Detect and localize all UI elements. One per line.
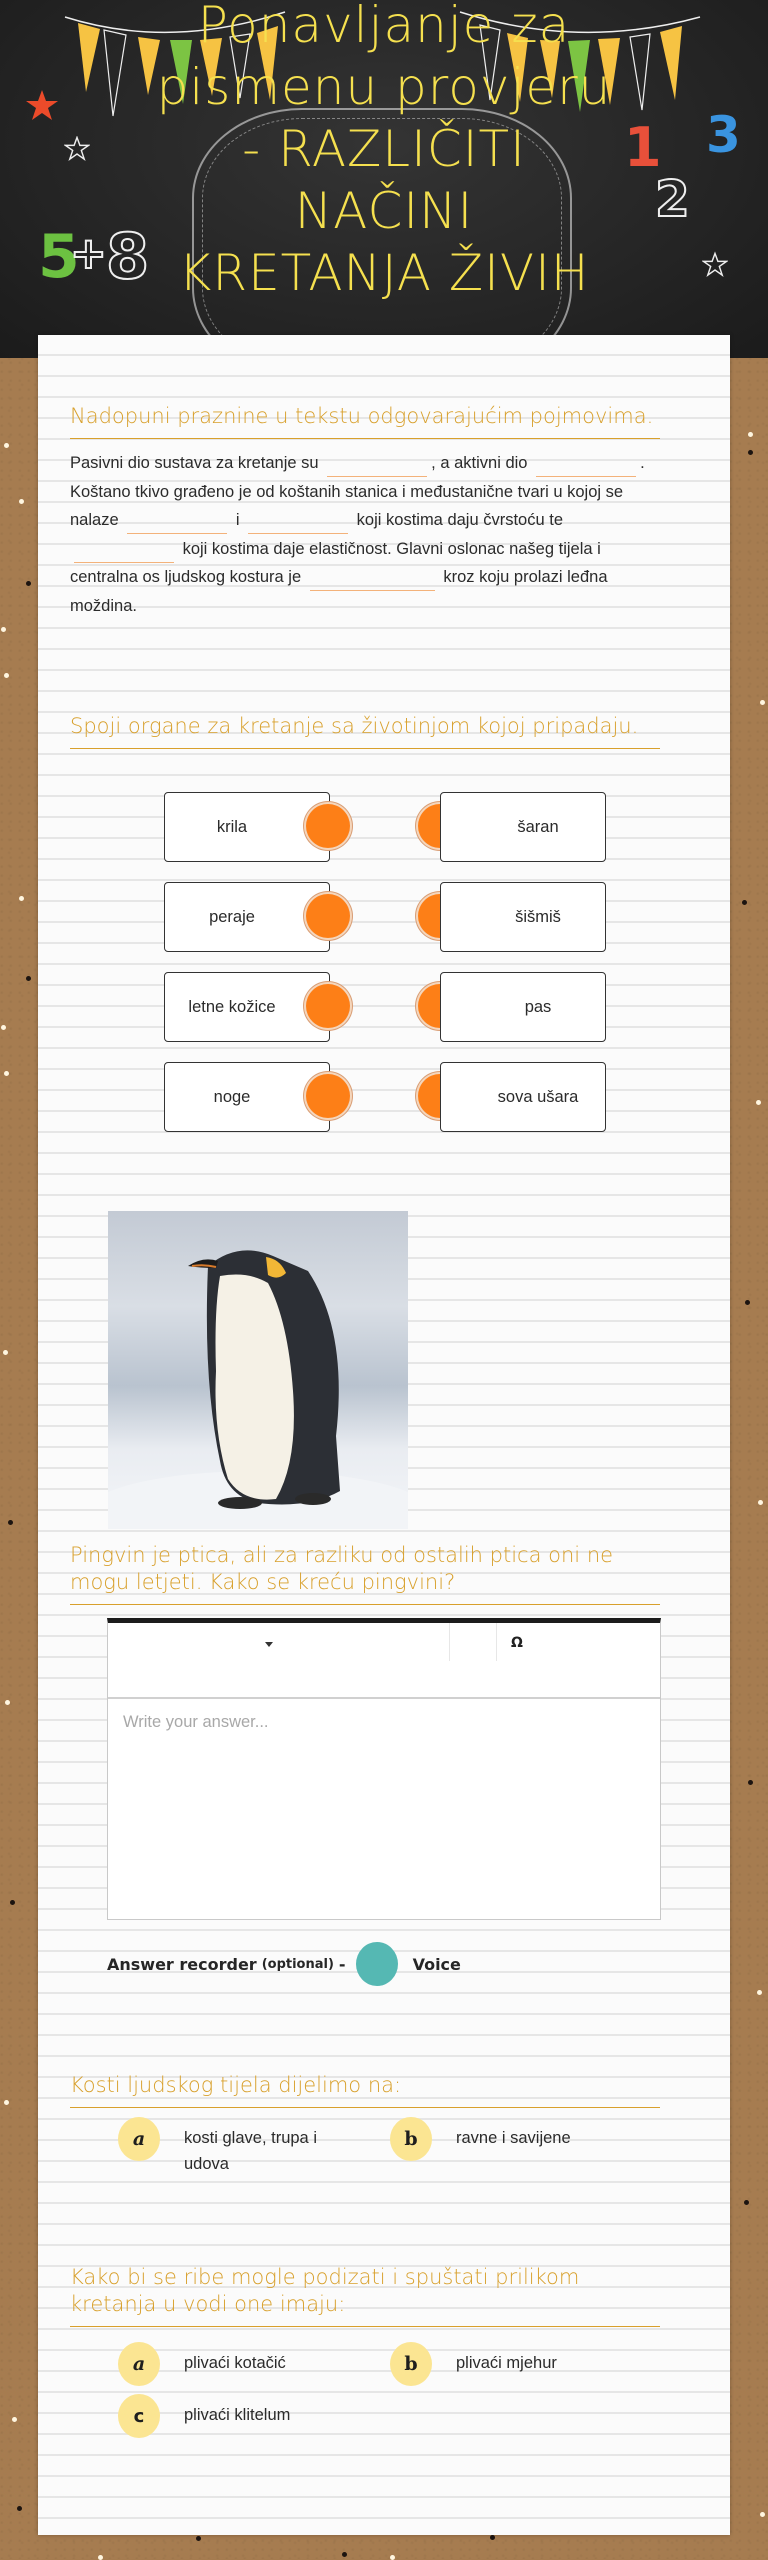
title-line: pismenu provjeru (156, 58, 612, 116)
match-row (164, 1062, 606, 1132)
recorder-label: Answer recorder (107, 1954, 257, 1974)
recorder-optional-label: (optional) (261, 1956, 334, 1972)
match-row (164, 972, 606, 1042)
text-segment: Pasivni dio sustava za kretanje su (70, 454, 319, 472)
decor-dot (196, 2536, 201, 2541)
dropdown-caret-icon[interactable] (265, 1642, 273, 1647)
match-left-item[interactable]: noge (164, 1062, 330, 1132)
question-title: Kosti ljudskog tijela dijelimo na: (70, 2072, 660, 2108)
toolbar-divider (496, 1623, 497, 1661)
matching-question (70, 713, 660, 749)
match-right-item[interactable]: sova ušara (440, 1062, 606, 1132)
decor-dot (1, 1025, 6, 1030)
decor-dot (342, 2552, 347, 2557)
option-letter-badge: b (390, 2342, 432, 2386)
decor-dot (17, 2506, 22, 2511)
decor-dot (744, 2200, 749, 2205)
blank-input-1[interactable] (327, 457, 427, 477)
option-letter-badge: b (390, 2117, 432, 2161)
number-five-decoration: 5 (38, 222, 80, 292)
recorder-dash: - (338, 1954, 346, 1974)
decor-dot (745, 1300, 750, 1305)
decor-dot (3, 1350, 8, 1355)
match-left-connector[interactable] (306, 1074, 350, 1118)
rich-text-editor (107, 1618, 661, 1920)
blank-input-5[interactable] (74, 543, 174, 563)
question-title: Kako bi se ribe mogle podizati i spuštati prilikom kretanja u vodi one imaju: (70, 2264, 660, 2327)
decor-dot (4, 1071, 9, 1076)
blank-input-6[interactable] (310, 571, 435, 591)
answer-recorder (107, 1942, 461, 1986)
record-voice-button[interactable] (356, 1942, 398, 1986)
decor-dot (760, 2512, 765, 2517)
match-row (164, 882, 606, 952)
text-segment: . Koštano tkivo građeno je od koštanih stanica i međustanične tvari u kojoj se nalaze (70, 454, 645, 530)
option-text: ravne i savijene (456, 2129, 571, 2147)
penguin-image (108, 1211, 408, 1529)
editor-toolbar (108, 1623, 660, 1699)
number-one-decoration: 1 (624, 116, 662, 179)
decor-dot (8, 1520, 13, 1525)
decor-dot (4, 443, 9, 448)
answer-textarea[interactable] (108, 1699, 660, 1919)
decor-dot (4, 673, 9, 678)
decor-dot (748, 432, 753, 437)
option-letter-badge: c (118, 2394, 160, 2438)
decor-dot (748, 1780, 753, 1785)
option-b[interactable] (390, 2117, 640, 2161)
text-segment: , a aktivni dio (431, 454, 528, 472)
question-title: Pingvin je ptica, ali za razliku od ostalih ptica oni ne mogu letjeti. Kako se kreću pingvini? (70, 1542, 660, 1605)
match-row (164, 792, 606, 862)
title-line: - RAZLIČITI (242, 120, 526, 178)
decor-dot (10, 1900, 15, 1905)
text-segment: koji kostima daje elastičnost. Glavni oslonac našeg tijela i centralna os ljudskog kostura je (70, 539, 601, 587)
number-three-decoration: 3 (706, 106, 741, 164)
match-right-item[interactable]: šaran (440, 792, 606, 862)
decor-dot (760, 700, 765, 705)
decor-dot (756, 1100, 761, 1105)
match-left-connector[interactable] (306, 804, 350, 848)
voice-label: Voice (412, 1954, 461, 1974)
decor-dot (5, 1700, 10, 1705)
decor-dot (390, 2555, 395, 2560)
option-text: plivaći mjehur (456, 2354, 557, 2372)
option-text: plivaći kotačić (184, 2354, 286, 2372)
decor-dot (490, 2535, 495, 2540)
title-line: KRETANJA ŽIVIH (178, 244, 590, 302)
decor-dot (12, 2417, 17, 2422)
number-eight-decoration: 8 (106, 220, 150, 293)
option-a[interactable] (118, 2117, 358, 2177)
multiple-choice-question-1 (70, 2072, 660, 2108)
title-line: Ponavljanje za (197, 0, 571, 54)
decor-dot (26, 581, 31, 586)
match-left-item[interactable]: krila (164, 792, 330, 862)
match-left-item[interactable]: peraje (164, 882, 330, 952)
option-text: plivaći klitelum (184, 2406, 291, 2424)
decor-dot (757, 1990, 762, 1995)
toolbar-divider (449, 1623, 450, 1661)
title-line: NAČINI (294, 182, 474, 240)
blank-input-2[interactable] (536, 457, 636, 477)
question-title: Spoji organe za kretanje sa životinjom kojoj pripadaju. (70, 713, 660, 749)
decor-dot (748, 450, 753, 455)
chalkboard-header (0, 0, 768, 358)
decor-dot (758, 1500, 763, 1505)
decor-dot (742, 900, 747, 905)
match-left-connector[interactable] (306, 894, 350, 938)
fill-blank-question (70, 403, 660, 621)
decor-dot (98, 2555, 103, 2560)
blank-input-3[interactable] (127, 514, 227, 534)
option-letter-badge: a (118, 2342, 160, 2386)
fill-blank-text (70, 449, 660, 621)
option-text: kosti glave, trupa i udova (184, 2129, 317, 2173)
match-left-connector[interactable] (306, 984, 350, 1028)
option-letter-badge: a (118, 2117, 160, 2161)
option-b[interactable] (390, 2342, 640, 2386)
text-segment: i (235, 511, 240, 530)
penguin-illustration-icon (108, 1211, 408, 1529)
match-right-item[interactable]: pas (440, 972, 606, 1042)
option-a[interactable] (118, 2342, 368, 2386)
decor-dot (4, 2100, 9, 2105)
special-character-button[interactable]: Ω (511, 1635, 523, 1651)
option-c[interactable] (118, 2394, 368, 2438)
number-two-decoration: 2 (655, 170, 690, 228)
page-title (0, 0, 768, 304)
question-title: Nadopuni praznine u tekstu odgovarajućim pojmovima. (70, 403, 660, 439)
multiple-choice-question-2 (70, 2264, 660, 2327)
plus-decoration: + (70, 228, 107, 279)
text-segment: kroz koju prolazi leđna moždina. (70, 568, 608, 615)
match-left-item[interactable]: letne kožice (164, 972, 330, 1042)
decor-dot (26, 976, 31, 981)
decor-dot (19, 499, 24, 504)
match-right-item[interactable]: šišmiš (440, 882, 606, 952)
decor-dot (19, 896, 24, 901)
decor-dot (1, 627, 6, 632)
blank-input-4[interactable] (248, 514, 348, 534)
text-segment: koji kostima daju čvrstoću te (356, 511, 564, 530)
open-question (70, 1542, 660, 1605)
